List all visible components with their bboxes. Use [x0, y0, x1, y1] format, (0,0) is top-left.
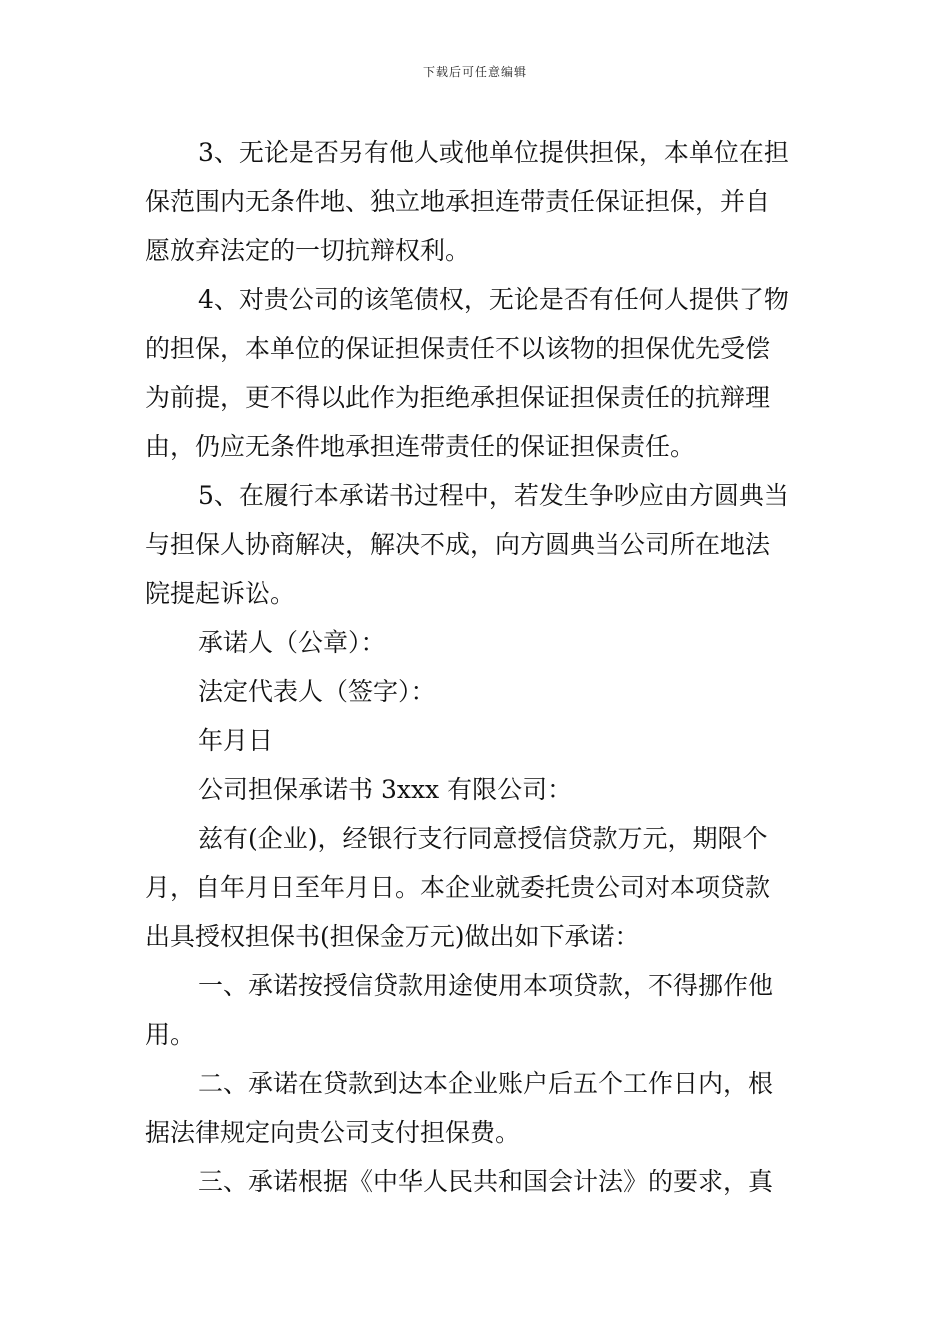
paragraph-5-line-2: 与担保人协商解决，解决不成，向方圆典当公司所在地法	[145, 530, 771, 559]
paragraph-3-line-1: 3、无论是否另有他人或他单位提供担保，本单位在担	[198, 138, 789, 167]
page-header: 下载后可任意编辑	[422, 65, 527, 79]
commitment-1-line-2: 用。	[145, 1020, 196, 1049]
commitment-2-line-1: 二、承诺在贷款到达本企业账户后五个工作日内，根	[198, 1069, 774, 1098]
section-title: 公司担保承诺书 3xxx 有限公司：	[198, 775, 573, 804]
promisor-seal-line: 承诺人（公章）：	[198, 628, 386, 657]
paragraph-3-line-3: 愿放弃法定的一切抗辩权利。	[145, 236, 471, 265]
commitment-2-line-2: 据法律规定向贵公司支付担保费。	[145, 1118, 521, 1147]
paragraph-4-line-1: 4、对贵公司的该笔债权，无论是否有任何人提供了物	[198, 285, 789, 314]
date-line: 年月日	[198, 726, 274, 755]
document-body	[145, 128, 807, 1206]
intro-line-2: 月，自年月日至年月日。本企业就委托贵公司对本项贷款	[145, 873, 771, 902]
paragraph-4-line-2: 的担保，本单位的保证担保责任不以该物的担保优先受偿	[145, 334, 771, 363]
legal-representative-line: 法定代表人（签字）：	[198, 677, 436, 706]
paragraph-5-line-1: 5、在履行本承诺书过程中，若发生争吵应由方圆典当	[198, 481, 789, 510]
intro-line-3: 出具授权担保书(担保金万元)做出如下承诺：	[145, 922, 640, 951]
paragraph-5-line-3: 院提起诉讼。	[145, 579, 296, 608]
commitment-1-line-1: 一、承诺按授信贷款用途使用本项贷款，不得挪作他	[198, 971, 774, 1000]
paragraph-4-line-3: 为前提，更不得以此作为拒绝承担保证担保责任的抗辩理	[145, 383, 771, 412]
commitment-3-line-1: 三、承诺根据《中华人民共和国会计法》的要求，真	[198, 1167, 774, 1196]
paragraph-4-line-4: 由，仍应无条件地承担连带责任的保证担保责任。	[145, 432, 696, 461]
paragraph-3-line-2: 保范围内无条件地、独立地承担连带责任保证担保，并自	[145, 187, 771, 216]
intro-line-1: 兹有(企业)，经银行支行同意授信贷款万元，期限个	[198, 824, 768, 853]
